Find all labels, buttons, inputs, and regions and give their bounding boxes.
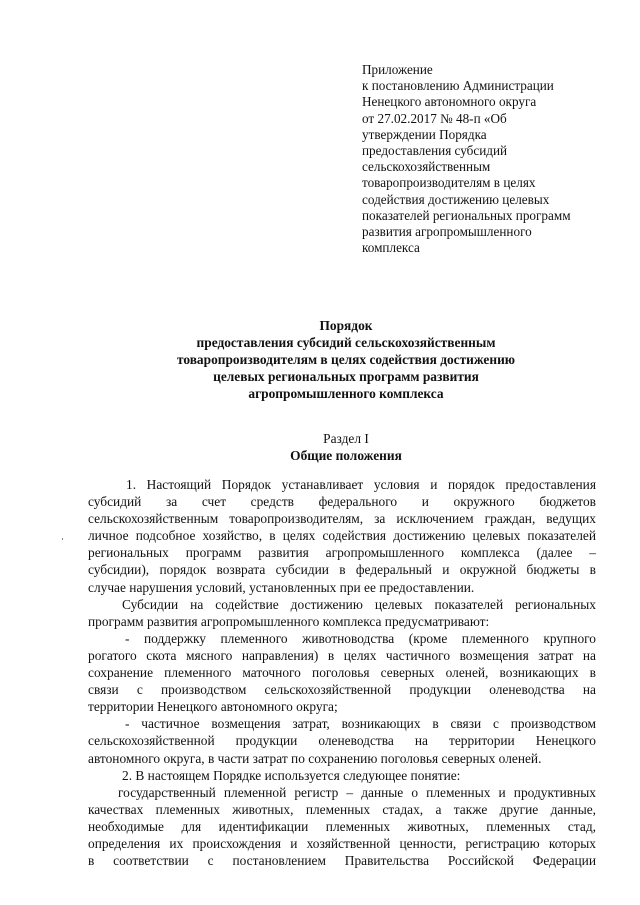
appendix-line: Приложение [362, 62, 433, 77]
paragraph-line: сохранение племенного маточного поголовья северных оленей, возникающих в [88, 665, 596, 681]
paragraph-line: качествах племенных животных, племенных стадах, а также другие данные, [88, 801, 596, 817]
paragraph-line: региональных программ развития агропромышленного комплекса (далее – [88, 545, 596, 561]
document-title [88, 317, 604, 402]
section-title: Общие положения [290, 448, 402, 463]
paragraph-line: - частичное возмещения затрат, возникающих в связи с производством [125, 716, 596, 732]
section-number: Раздел I [323, 431, 369, 446]
appendix-line: утверждении Порядка [362, 126, 487, 142]
appendix-line: предоставления субсидий [362, 143, 508, 159]
paragraph-line: связи с производством сельскохозяйственной продукции оленеводства на [88, 682, 596, 698]
paragraph-line: Субсидии на содействие достижению целевых показателей региональных [122, 596, 596, 612]
paragraph-line: в соответствии с постановлением Правительства Российской Федерации [88, 853, 596, 869]
appendix-line: показателей региональных программ [362, 207, 571, 223]
paragraph-line: территории Ненецкого автономного округа; [88, 699, 338, 715]
appendix-line: от 27.02.2017 № 48-п «Об [362, 110, 507, 126]
paragraph-line: сельскохозяйственным товаропроизводителям, за исключением граждан, ведущих [88, 511, 596, 527]
paragraph-line: сельскохозяйственной продукции оленеводства на территории Ненецкого [88, 733, 596, 749]
paragraph-line: рогатого скота мясного направления) в целях частичного возмещения затрат на [88, 647, 596, 663]
paragraph-line: случае нарушения условий, установленных при ее предоставлении. [88, 579, 475, 595]
paragraph-line: 1. Настоящий Порядок устанавливает условия и порядок предоставления [126, 477, 596, 492]
appendix-line: содействия достижению целевых [362, 191, 550, 207]
paragraph-line: автономного округа, в части затрат по сохранению поголовья северных оленей. [88, 750, 542, 766]
paragraph-line: личное подсобное хозяйство, в целях содействия достижению целевых показателей [88, 528, 596, 544]
title-line: предоставления субсидий сельскохозяйственным [196, 335, 496, 350]
document-body [88, 476, 596, 869]
appendix-line: комплекса [362, 240, 420, 256]
appendix-line: товаропроизводителям в целях [362, 175, 536, 191]
paragraph-line: субсидий за счет средств федерального и окружного бюджетов [88, 494, 596, 510]
title-line: агропромышленного комплекса [248, 386, 444, 401]
paragraph-line: 2. В настоящем Порядке используется следующее понятие: [122, 767, 461, 783]
appendix-line: сельскохозяйственным [362, 159, 491, 175]
paragraph-line: определения их происхождения и хозяйственной ценности, регистрацию которых [88, 835, 596, 851]
scan-artifact-mark [62, 538, 63, 540]
title-line: целевых региональных программ развития [213, 369, 479, 384]
appendix-line: к постановлению Администрации [362, 78, 554, 94]
appendix-header [362, 62, 602, 256]
paragraph-line: необходимые для идентификации племенных животных, племенных стад, [88, 818, 596, 834]
paragraph-line: государственный племенной регистр – данные о племенных и продуктивных [118, 784, 596, 800]
appendix-line: Ненецкого автономного округа [362, 94, 537, 110]
paragraph-line: - поддержку племенного животноводства (кроме племенного крупного [125, 630, 596, 646]
title-line: Порядок [319, 318, 373, 333]
appendix-line: развития агропромышленного [362, 224, 532, 240]
paragraph-line: программ развития агропромышленного комплекса предусматривают: [88, 613, 490, 629]
title-line: товаропроизводителям в целях содействия достижению [176, 352, 516, 367]
paragraph-line: субсидии), порядок возврата субсидии в федеральный и окружной бюджеты в [88, 562, 596, 578]
